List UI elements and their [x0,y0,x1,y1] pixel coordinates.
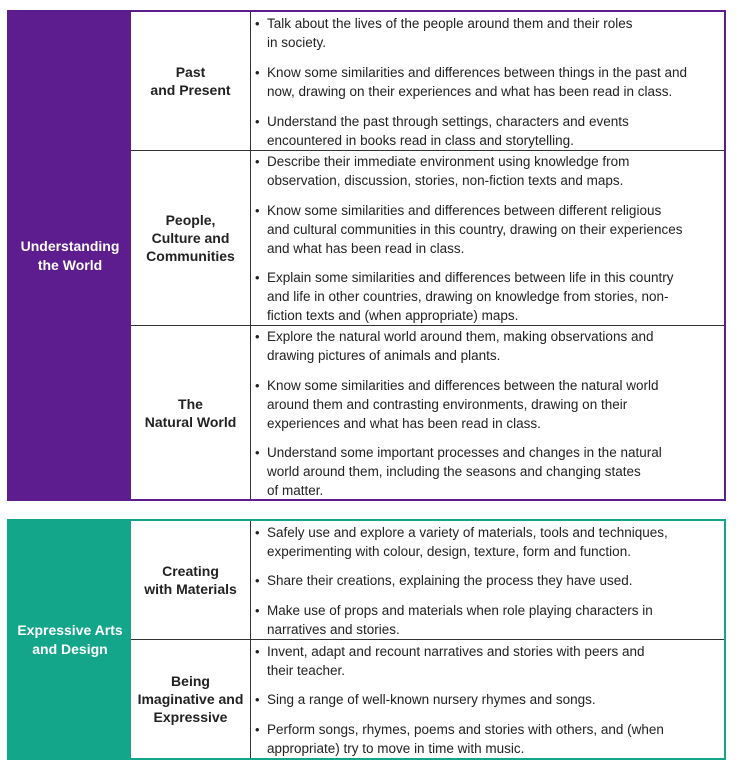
bullet-icon: • [255,16,260,31]
bullet-icon: • [255,270,260,285]
list-item: • Describe their immediate environment using knowledge from observation, discussion, stories, non-fiction texts and maps. [255,154,630,188]
bullet-icon: • [255,203,260,218]
understanding-the-world-table [7,10,726,501]
row-label: The Natural World [131,326,251,499]
list-item: • Sing a range of well-known nursery rhymes and songs. [255,692,596,707]
bullet-list [251,521,724,639]
list-item: • Know some similarities and differences between the natural world around them and contrasting environments, drawing on their experiences and what has been read in class. [255,378,659,431]
bullet-icon: • [255,65,260,80]
bullet-icon: • [255,445,260,460]
list-item: • Explore the natural world around them, making observations and drawing pictures of animals and plants. [255,329,654,363]
bullet-icon: • [255,525,260,540]
bullet-icon: • [255,329,260,344]
list-item: • Know some similarities and differences between things in the past and now, drawing on their experiences and what has been read in class. [255,65,687,99]
list-item: • Perform songs, rhymes, poems and stories with others, and (when appropriate) try to move in time with music. [255,722,664,756]
list-item: • Understand the past through settings, characters and events encountered in books read in class and storytelling. [255,114,629,148]
list-item: • Talk about the lives of the people around them and their roles in society. [255,16,633,50]
bullet-list [251,640,724,758]
bullet-icon: • [255,154,260,169]
list-item: • Safely use and explore a variety of materials, tools and techniques, experimenting with colour, design, texture, form and function. [255,525,668,559]
row-label: Creating with Materials [131,521,251,639]
row-label: People, Culture and Communities [131,151,251,325]
bullet-icon: • [255,603,260,618]
row-label: Being Imaginative and Expressive [131,640,251,758]
bullet-list [251,151,724,325]
area-label: Expressive Arts and Design [9,521,131,758]
bullet-icon: • [255,722,260,737]
list-item: • Understand some important processes and changes in the natural world around them, including the seasons and changing states of matter. [255,445,662,498]
bullet-icon: • [255,692,260,707]
bullet-list [251,12,724,150]
row-label: Past and Present [131,12,251,150]
expressive-arts-table [7,519,726,760]
list-item: • Make use of props and materials when role playing characters in narratives and stories. [255,603,653,637]
bullet-icon: • [255,114,260,129]
bullet-icon: • [255,644,260,659]
bullet-list [251,326,724,499]
bullet-icon: • [255,573,260,588]
list-item: • Share their creations, explaining the process they have used. [255,573,633,588]
list-item: • Explain some similarities and differences between life in this country and life in other countries, drawing on knowledge from stories, non- fiction texts and (when appropriate) maps. [255,270,674,323]
bullet-icon: • [255,378,260,393]
list-item: • Know some similarities and differences between different religious and cultural communities in this country, drawing on their experiences and what has been read in class. [255,203,683,256]
list-item: • Invent, adapt and recount narratives and stories with peers and their teacher. [255,644,645,678]
area-label: Understanding the World [9,12,131,499]
